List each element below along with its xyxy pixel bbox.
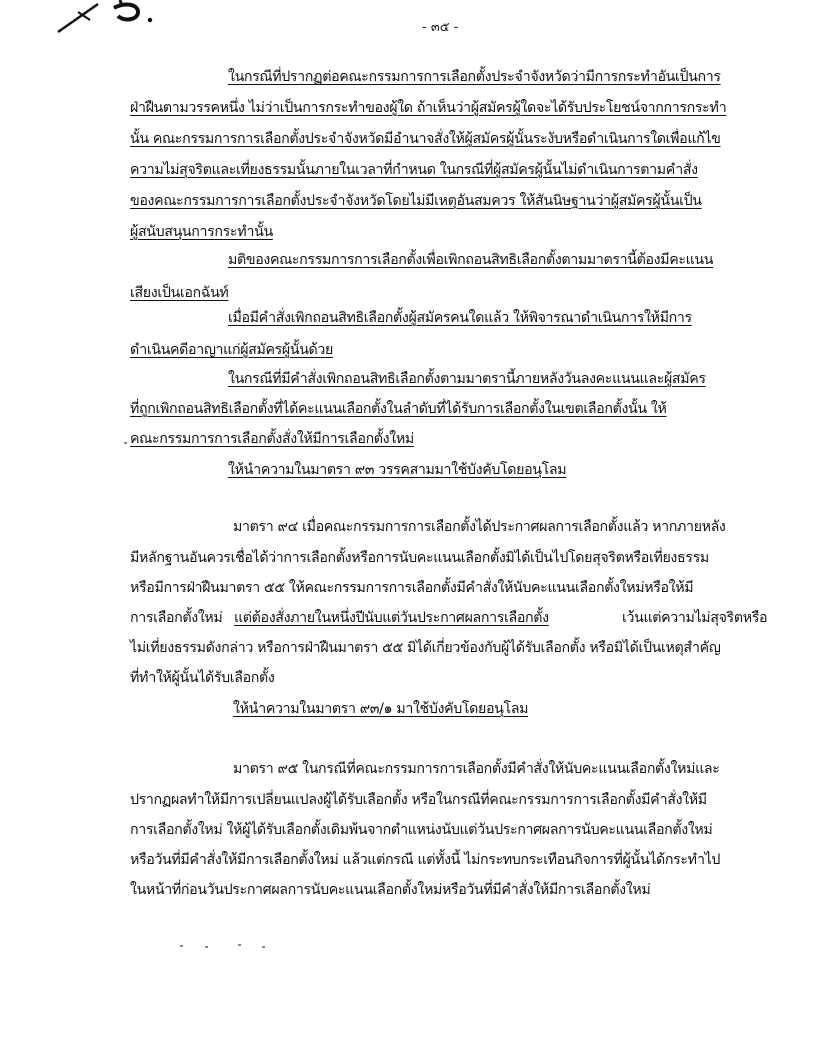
- text-line: ในกรณีที่ปรากฏต่อคณะกรรมการการเลือกตั้งประจำจังหวัดว่ามีการกระทำอันเป็นการ: [228, 69, 721, 85]
- text-line: มาตรา ๙๔ เมื่อคณะกรรมการการเลือกตั้งได้ประกาศผลการเลือกตั้งแล้ว หากภายหลัง: [233, 519, 726, 535]
- text-line: ในหน้าที่ก่อนวันประกาศผลการนับคะแนนเลือกตั้งใหม่หรือวันที่มีคำสั่งให้มีการเลือกตั้งใหม่: [130, 882, 651, 898]
- text-line: ผู้สนับสนุนการกระทำนั้น: [130, 224, 273, 240]
- text-line: ฝ่าฝืนตามวรรคหนึ่ง ไม่ว่าเป็นการกระทำของผู้ใด ถ้าเห็นว่าผู้สมัครผู้ใดจะได้รับประโยชน์จากการกระทำ: [130, 100, 727, 116]
- text-line: มีหลักฐานอันควรเชื่อได้ว่าการเลือกตั้งหรือการนับคะแนนเลือกตั้งมิได้เป็นไปโดยสุจริตหรือเที่ยงธรรม: [130, 550, 709, 566]
- text-line-underlined: แต่ต้องสั่งภายในหนึ่งปีนับแต่วันประกาศผลการเลือกตั้ง: [234, 610, 549, 626]
- text-line: ดำเนินคดีอาญาแก่ผู้สมัครผู้นั้นด้วย: [130, 342, 333, 358]
- text-line: ของคณะกรรมการการเลือกตั้งประจำจังหวัดโดยไม่มีเหตุอันสมควร ให้สันนิษฐานว่าผู้สมัครผู้นั้นเป็น: [130, 193, 702, 209]
- text-line: ปรากฏผลทำให้มีการเปลี่ยนแปลงผู้ได้รับเลือกตั้ง หรือในกรณีที่คณะกรรมการการเลือกตั้งมีคำสั่งให้มี: [130, 792, 707, 808]
- text-line: หรือวันที่มีคำสั่งให้มีการเลือกตั้งใหม่ แล้วแต่กรณี แต่ทั้งนี้ ไม่กระทบกระเทือนกิจการที่ผู้นั้นได้กระทำไป: [130, 852, 721, 868]
- text-line: ที่ถูกเพิกถอนสิทธิเลือกตั้งที่ได้คะแนนเลือกตั้งในลำดับที่ได้รับการเลือกตั้งในเขตเลือกตั้งนั้น ให้: [130, 401, 667, 417]
- text-line: มาตรา ๙๕ ในกรณีที่คณะกรรมการการเลือกตั้งมีคำสั่งให้นับคะแนนเลือกตั้งใหม่และ: [233, 761, 720, 777]
- text-line: ความไม่สุจริตและเที่ยงธรรมนั้นภายในเวลาที่กำหนด ในกรณีที่ผู้สมัครผู้นั้นไม่ดำเนินการตามคำสั่ง: [130, 162, 698, 178]
- text-line: ให้นำความในมาตรา ๙๓/๑ มาใช้บังคับโดยอนุโลม: [233, 701, 529, 717]
- text-line: คณะกรรมการการเลือกตั้งสั่งให้มีการเลือกตั้งใหม่: [130, 431, 414, 447]
- page-number: - ๓๕ -: [422, 20, 459, 35]
- text-line: การเลือกตั้งใหม่ ให้ผู้ได้รับเลือกตั้งเดิมพ้นจากตำแหน่งนับแต่วันประกาศผลการนับคะแนนเลือกตั้งใหม่: [130, 822, 713, 838]
- text-line: ในกรณีที่มีคำสั่งเพิกถอนสิทธิเลือกตั้งตามมาตรานี้ภายหลังวันลงคะแนนและผู้สมัคร: [228, 371, 706, 387]
- scan-speck: [238, 944, 241, 946]
- scan-speck: [124, 442, 127, 444]
- text-line: เสียงเป็นเอกฉันท์: [130, 285, 229, 301]
- text-line: เมื่อมีคำสั่งเพิกถอนสิทธิเลือกตั้งผู้สมัครคนใดแล้ว ให้พิจารณาดำเนินการให้มีการ: [228, 310, 692, 326]
- scan-speck: [262, 946, 265, 948]
- text-line: การเลือกตั้งใหม่: [130, 610, 223, 626]
- scan-speck: [180, 945, 183, 947]
- text-line: มติของคณะกรรมการการเลือกตั้งเพื่อเพิกถอนสิทธิเลือกตั้งตามมาตรานี้ต้องมีคะแนน: [228, 252, 714, 268]
- text-line: นั้น คณะกรรมการการเลือกตั้งประจำจังหวัดมีอำนาจสั่งให้ผู้สมัครผู้นั้นระงับหรือดำเนินการใดเพื่อแก้ไข: [130, 131, 721, 147]
- text-line: ที่ทำให้ผู้นั้นได้รับเลือกตั้ง: [130, 670, 275, 686]
- handwritten-mark: [54, 0, 164, 36]
- text-line: ไม่เที่ยงธรรมดังกล่าว หรือการฝ่าฝืนมาตรา ๕๕ มิได้เกี่ยวข้องกับผู้ได้รับเลือกตั้ง หรือมิได้เป็นเหตุสำคัญ: [130, 640, 721, 656]
- text-line: ให้นำความในมาตรา ๙๓ วรรคสามมาใช้บังคับโดยอนุโลม: [228, 462, 567, 478]
- scan-speck: [205, 946, 208, 948]
- text-line: เว้นแต่ความไม่สุจริตหรือ: [622, 610, 768, 626]
- text-line: หรือมีการฝ่าฝืนมาตรา ๕๕ ให้คณะกรรมการการเลือกตั้งมีคำสั่งให้นับคะแนนเลือกตั้งใหม่หรือให้มี: [130, 580, 694, 596]
